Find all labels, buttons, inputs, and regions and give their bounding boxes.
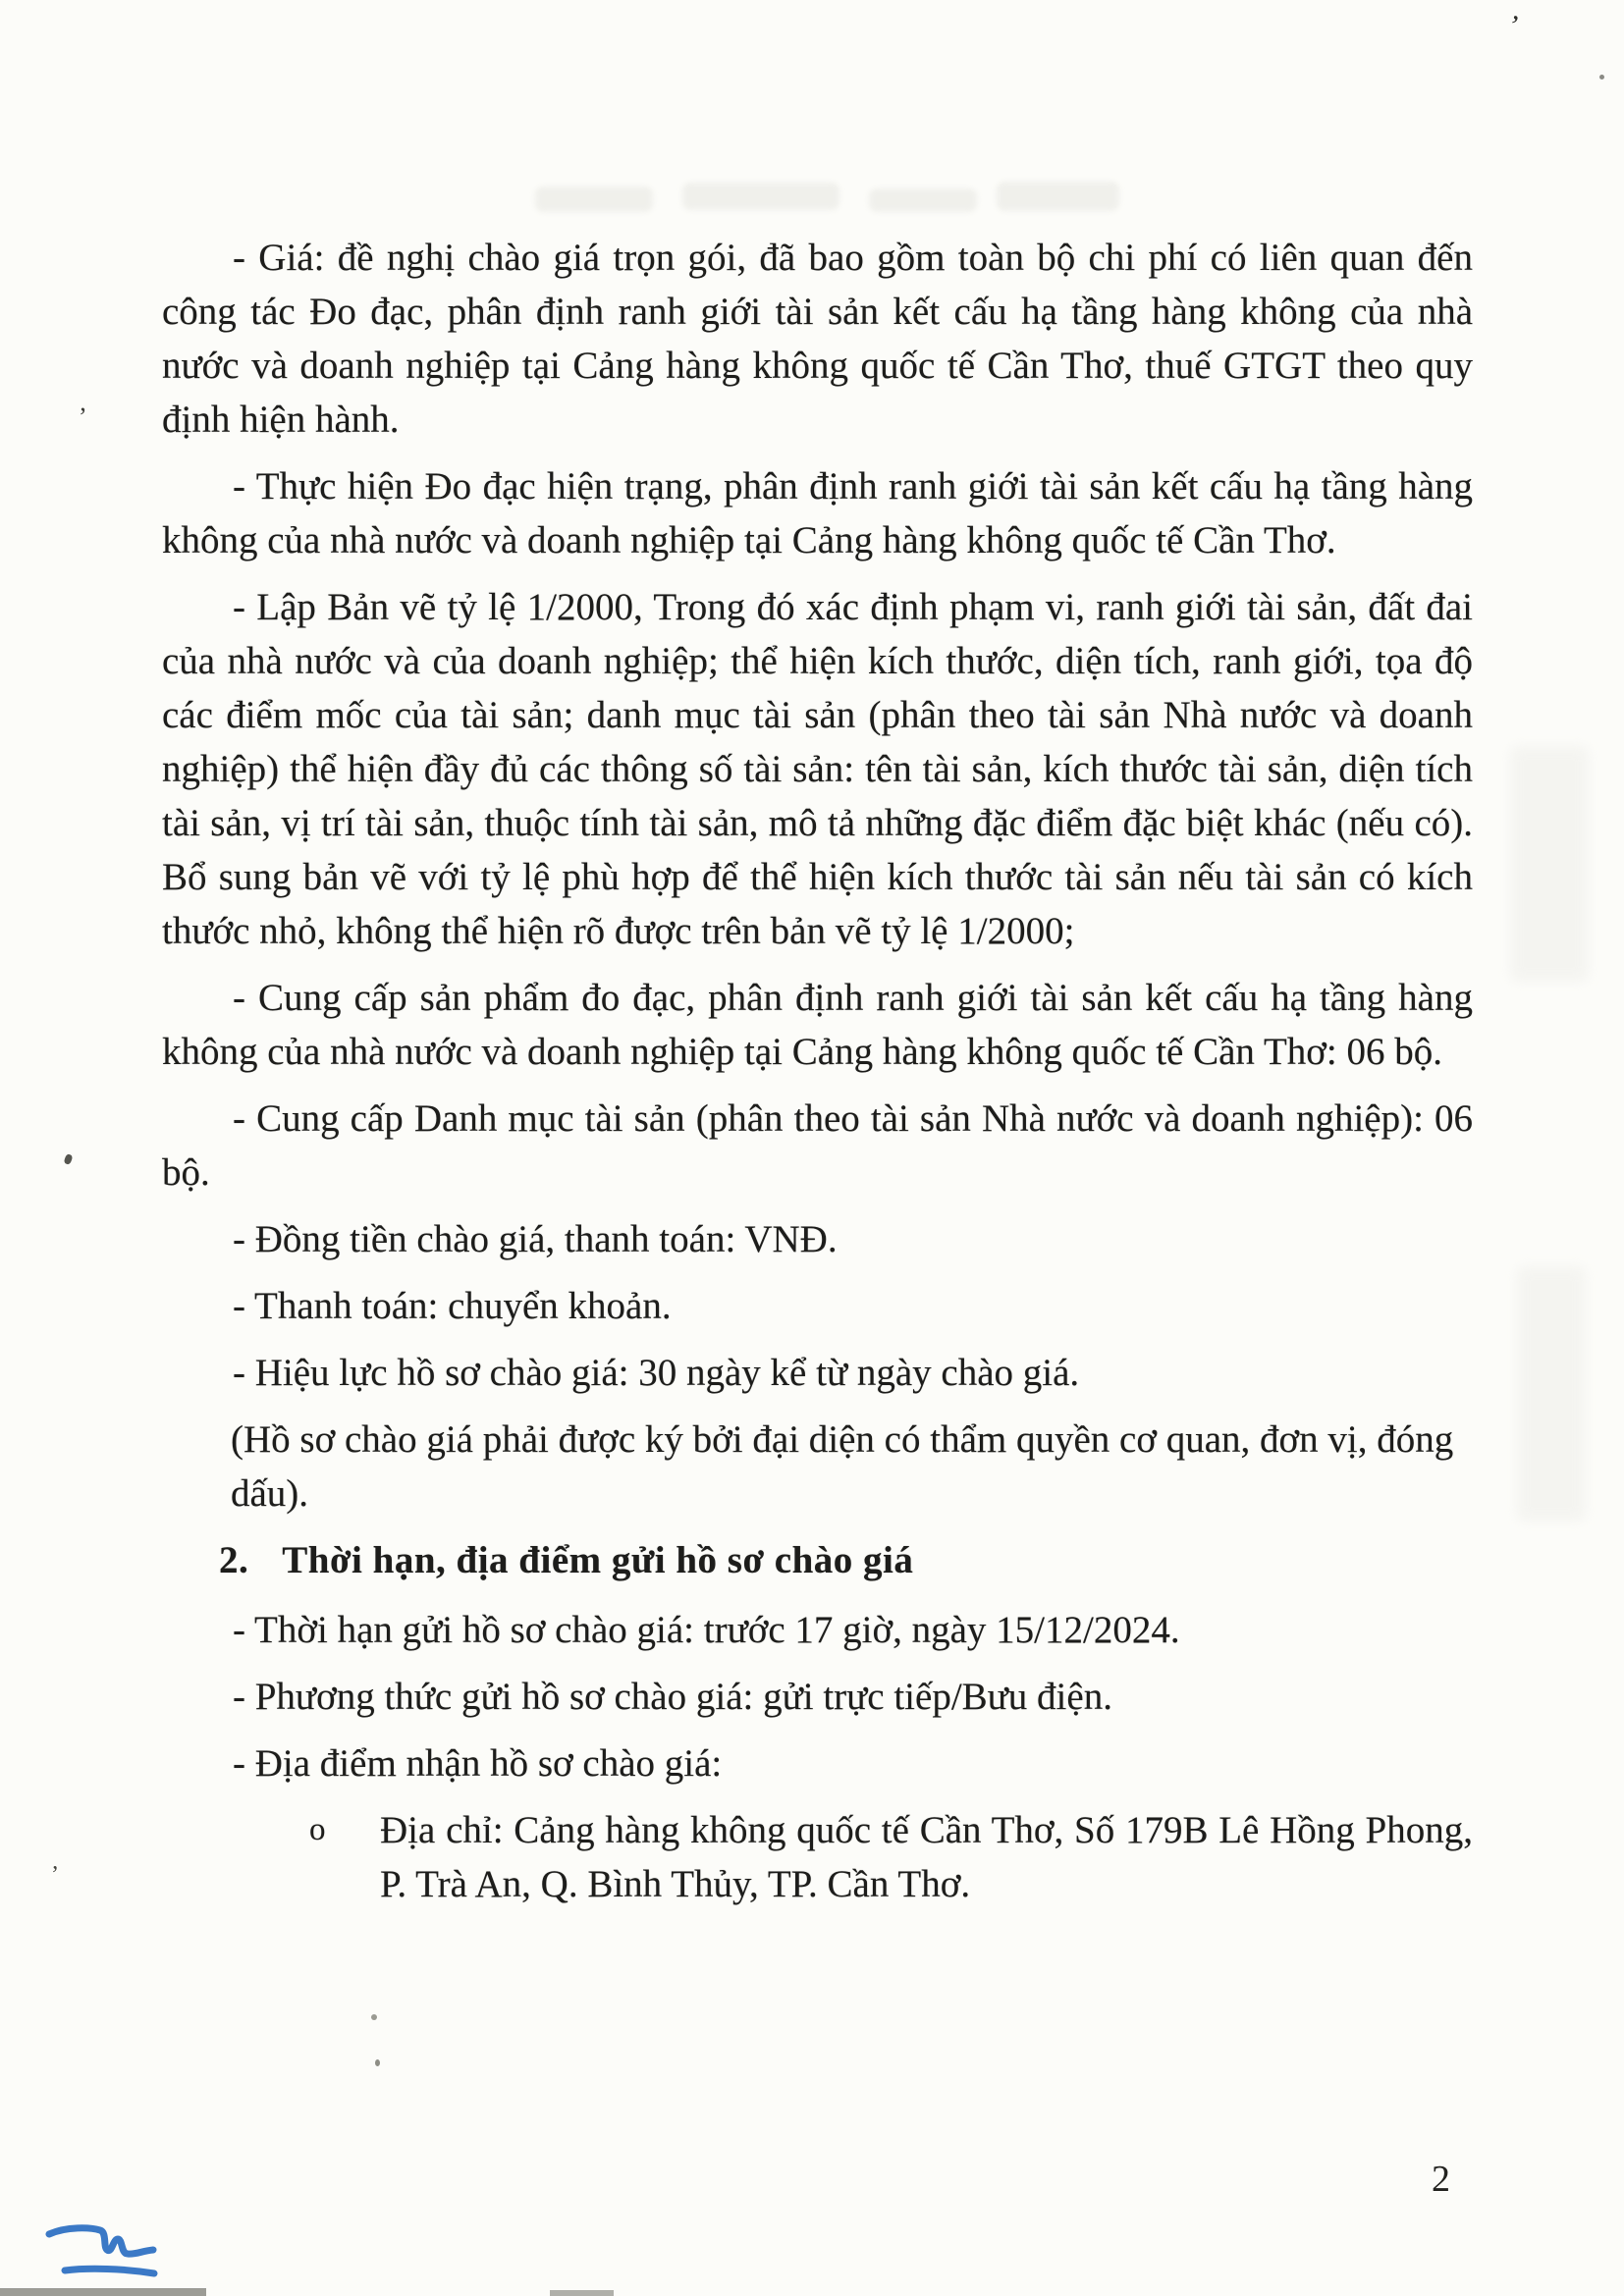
paragraph-deliverable-products: - Cung cấp sản phẩm đo đạc, phân định ranh giới tài sản kết cấu hạ tầng hàng không của nhà nước và doanh nghiệp tại Cảng hàng không quốc tế Cần Thơ: 06 bộ. [162, 977, 1473, 1073]
scan-ghost [1510, 746, 1589, 982]
scan-speck [1599, 75, 1604, 80]
heading-title: Thời hạn, địa điểm gửi hồ sơ chào giá [282, 1539, 914, 1581]
scan-ghost [535, 187, 653, 212]
paragraph-sending-method: - Phương thức gửi hồ sơ chào giá: gửi trực tiếp/Bưu điện. [233, 1676, 1112, 1718]
body-text [162, 231, 1473, 1911]
scan-speck: ’ [51, 1862, 59, 1888]
paragraph-validity: - Hiệu lực hồ sơ chào giá: 30 ngày kể từ ngày chào giá. [233, 1352, 1080, 1394]
paragraph-signing-note: (Hồ sơ chào giá phải được ký bởi đại diện có thẩm quyền cơ quan, đơn vị, đóng dấu). [231, 1418, 1454, 1515]
paragraph-deadline: - Thời hạn gửi hồ sơ chào giá: trước 17 giờ, ngày 15/12/2024. [233, 1609, 1180, 1651]
section-heading [162, 1533, 1473, 1587]
paragraph-survey: - Thực hiện Đo đạc hiện trạng, phân định ranh giới tài sản kết cấu hạ tầng hàng không của nhà nước và doanh nghiệp tại Cảng hàng không quốc tế Cần Thơ. [162, 465, 1473, 561]
pen-stroke [49, 2228, 153, 2254]
paragraph-receiving-place: - Địa điểm nhận hồ sơ chào giá: [233, 1742, 723, 1785]
scan-speck [371, 2014, 377, 2020]
paragraph-payment-method: - Thanh toán: chuyển khoản. [233, 1285, 672, 1327]
page-number: 2 [1432, 2159, 1450, 2200]
scan-edge-strip [0, 2288, 206, 2296]
scan-speck: ’ [1506, 9, 1522, 43]
scan-ghost [682, 183, 839, 210]
scan-edge-strip [550, 2290, 614, 2296]
paragraph-currency: - Đồng tiền chào giá, thanh toán: VNĐ. [233, 1218, 838, 1260]
paragraph-deliverable-asset-list: - Cung cấp Danh mục tài sản (phân theo tài sản Nhà nước và doanh nghiệp): 06 bộ. [162, 1097, 1473, 1194]
scan-ghost [869, 188, 977, 212]
pen-underline [65, 2269, 154, 2273]
scan-ghost [1517, 1266, 1586, 1522]
scan-speck [375, 2059, 380, 2066]
paragraph-price: - Giá: đề nghị chào giá trọn gói, đã bao gồm toàn bộ chi phí có liên quan đến công tác Đo đạc, phân định ranh giới tài sản kết cấu hạ tầng hàng không của nhà nước và doanh nghiệp tại Cảng hàng không quốc tế Cần Thơ, thuế GTGT theo quy định hiện hành. [162, 237, 1473, 441]
heading-number: 2. [219, 1539, 249, 1581]
bullet-marker: o [309, 1812, 326, 1847]
pen-scribble-icon [41, 2218, 171, 2283]
scan-speck: ’ [79, 402, 87, 431]
bullet-address-text: Địa chỉ: Cảng hàng không quốc tế Cần Thơ, Số 179B Lê Hồng Phong, P. Trà An, Q. Bình Thủy, TP. Cần Thơ. [380, 1809, 1473, 1905]
address-bullet [309, 1803, 1473, 1911]
scan-ghost [997, 182, 1119, 211]
scan-speck [64, 1153, 74, 1165]
paragraph-drawing: - Lập Bản vẽ tỷ lệ 1/2000, Trong đó xác định phạm vi, ranh giới tài sản, đất đai của nhà nước và của doanh nghiệp; thể hiện kích thước, diện tích, ranh giới, tọa độ các điểm mốc của tài sản; danh mục tài sản (phân theo tài sản Nhà nước và doanh nghiệp) thể hiện đầy đủ các thông số tài sản: tên tài sản, kích thước tài sản, diện tích tài sản, vị trí tài sản, thuộc tính tài sản, mô tả những đặc điểm đặc biệt khác (nếu có). Bổ sung bản vẽ với tỷ lệ phù hợp để thể hiện kích thước tài sản nếu tài sản có kích thước nhỏ, không thể hiện rõ được trên bản vẽ tỷ lệ 1/2000; [162, 586, 1473, 952]
